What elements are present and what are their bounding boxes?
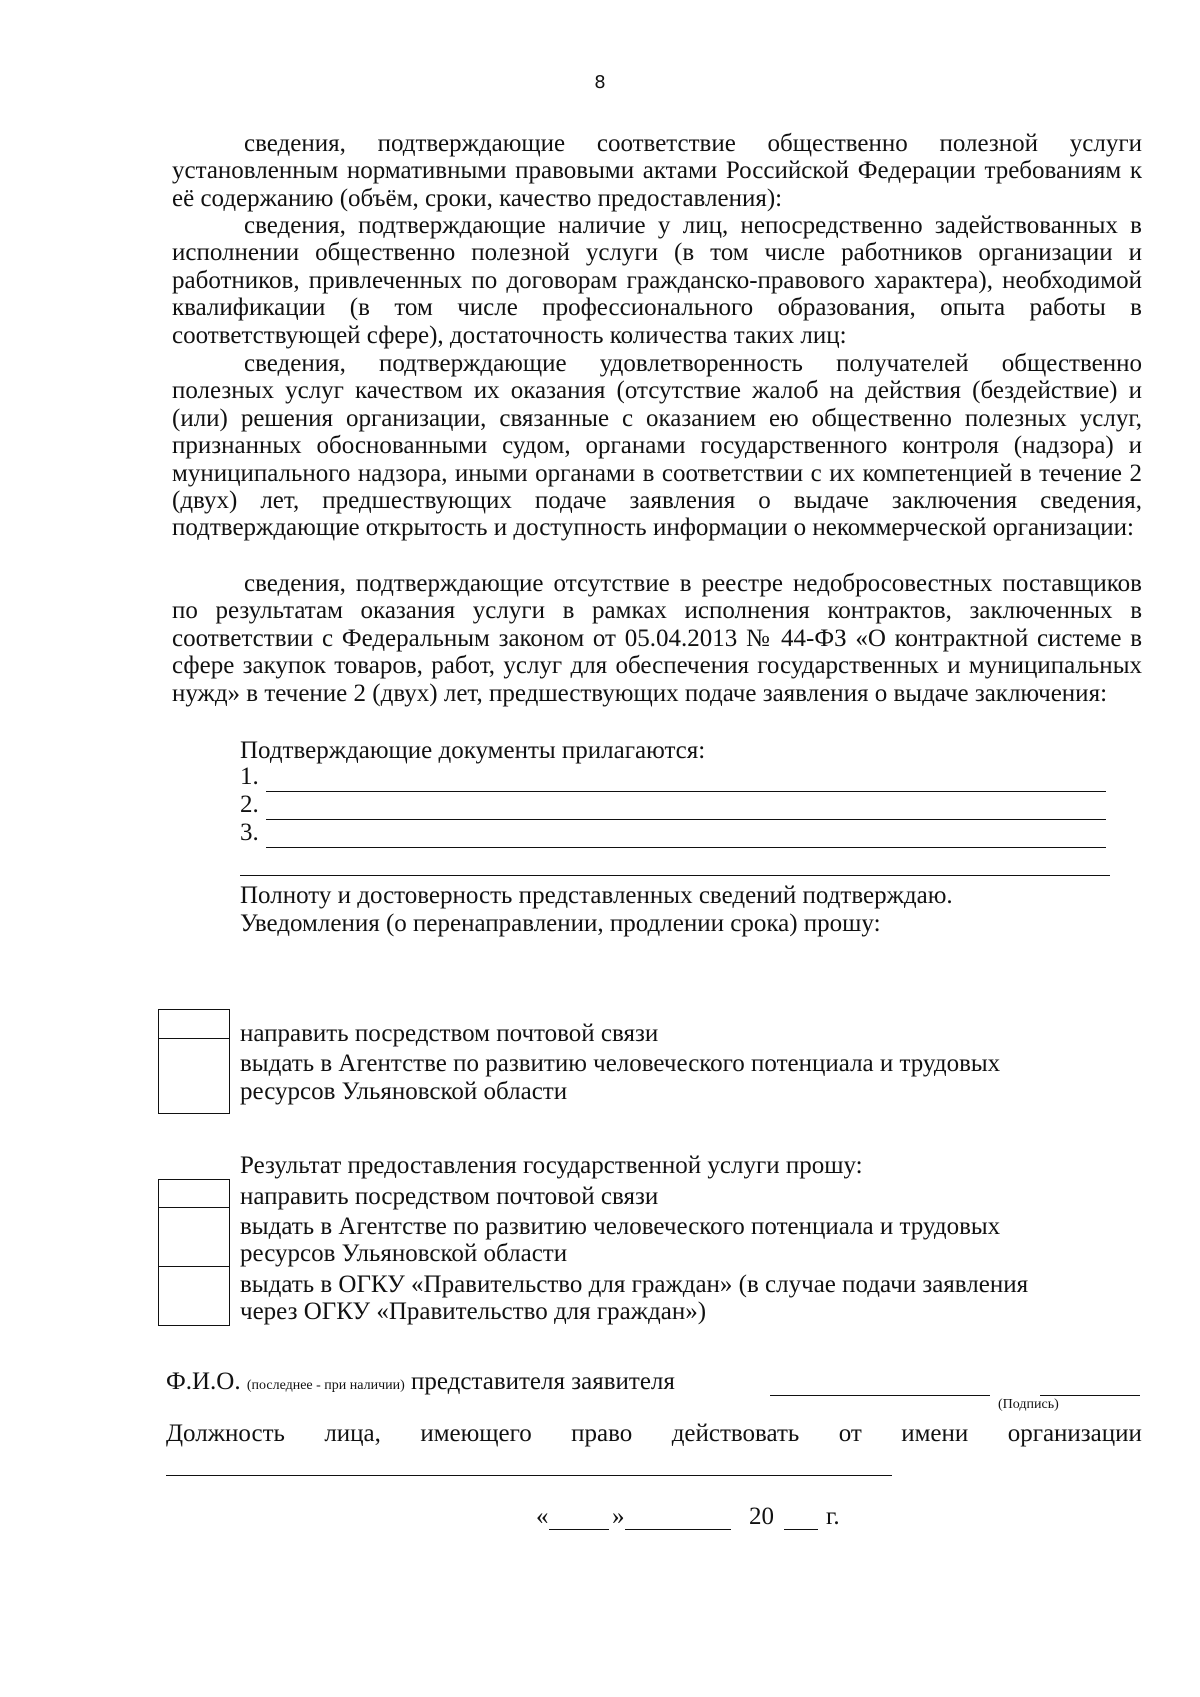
paragraph-compliance: сведения, подтверждающие соответствие общественно полезной услуги установленным нормативными правовыми актами Российской Федерации требованиям к её содержанию (объём, сроки, качество предоставления): — [172, 130, 1142, 212]
notifications-option-agency-line2: ресурсов Ульяновской области — [240, 1078, 568, 1105]
notifications-post-checkbox[interactable] — [158, 1009, 230, 1039]
confirm-text: Полноту и достоверность представленных сведений подтверждаю. — [240, 882, 953, 909]
date-close-quote: » — [612, 1503, 625, 1530]
attachment-number-2: 2. — [240, 791, 259, 818]
position-word: имени — [901, 1420, 969, 1447]
attachment-line-2[interactable] — [266, 819, 1106, 820]
notifications-option-post: направить посредством почтовой связи — [240, 1020, 659, 1047]
fio-label: Ф.И.О. — [166, 1368, 241, 1395]
result-option-agency-line1: выдать в Агентстве по развитию человеческого потенциала и трудовых — [240, 1213, 1001, 1240]
attachments-heading: Подтверждающие документы прилагаются: — [240, 737, 706, 764]
date-open-quote: « — [536, 1503, 549, 1530]
fio-field[interactable] — [770, 1395, 990, 1396]
position-word: действовать — [671, 1420, 800, 1447]
page-number: 8 — [594, 72, 606, 93]
position-word: лица, — [324, 1420, 381, 1447]
position-word: организации — [1007, 1420, 1142, 1447]
result-option-post: направить посредством почтовой связи — [240, 1183, 659, 1210]
paragraph-qualification: сведения, подтверждающие наличие у лиц, непосредственно задействованных в исполнении общественно полезной услуги (в том числе работников организации и работников, привлеченных по договорам гражданско-правового характера), необходимой квалификации (в том числе профессионального образования, опыта работы в соответствующей сфере), достаточность количества таких лиц: — [172, 212, 1142, 349]
attachment-line-1[interactable] — [266, 791, 1106, 792]
fio-rest: представителя заявителя — [411, 1368, 675, 1395]
result-post-checkbox[interactable] — [158, 1179, 230, 1208]
attachment-number-1: 1. — [240, 763, 259, 790]
date-year-field[interactable] — [784, 1529, 818, 1530]
position-word: имеющего — [420, 1420, 532, 1447]
result-option-mfc-line2: через ОГКУ «Правительство для граждан») — [240, 1298, 707, 1325]
attachment-line-3[interactable] — [266, 847, 1106, 848]
result-option-agency-line2: ресурсов Ульяновской области — [240, 1240, 568, 1267]
position-word: Должность — [166, 1420, 285, 1447]
notifications-option-agency-line1: выдать в Агентстве по развитию человеческого потенциала и трудовых — [240, 1050, 1001, 1077]
date-day-field[interactable] — [549, 1529, 609, 1530]
paragraph-satisfaction: сведения, подтверждающие удовлетворенность получателей общественно полезных услуг качеством их оказания (отсутствие жалоб на действия (бездействие) и (или) решения организации, связанные с оказанием ею общественно полезных услуг, признанных обоснованными судом, органами государственного контроля (надзора) и муниципального надзора, иными органами в соответствии с их компетенцией в течение 2 (двух) лет, предшествующих подаче заявления о выдаче заключения сведения, подтверждающие открытость и доступность информации о некоммерческой организации: — [172, 350, 1142, 542]
notifications-agency-checkbox[interactable] — [158, 1038, 230, 1114]
notifications-heading: Уведомления (о перенаправлении, продлении срока) прошу: — [240, 910, 881, 937]
paragraph-registry: сведения, подтверждающие отсутствие в реестре недобросовестных поставщиков по результатам оказания услуги в рамках исполнения контрактов, заключенных в соответствии с Федеральным законом от 05.04.2013 № 44-ФЗ «О контрактной системе в сфере закупок товаров, работ, услуг для обеспечения государственных и муниципальных нужд» в течение 2 (двух) лет, предшествующих подаче заявления о выдаче заключения: — [172, 570, 1142, 707]
attachment-number-3: 3. — [240, 819, 259, 846]
attachment-line-extra[interactable] — [240, 875, 1110, 876]
fio-note: (последнее - при наличии) — [246, 1378, 405, 1393]
position-word: право — [571, 1420, 633, 1447]
position-field[interactable] — [166, 1475, 892, 1476]
result-option-mfc-line1: выдать в ОГКУ «Правительство для граждан» (в случае подачи заявления — [240, 1271, 1029, 1298]
result-heading: Результат предоставления государственной услуги прошу: — [240, 1152, 863, 1179]
result-agency-checkbox[interactable] — [158, 1207, 230, 1267]
position-line — [166, 1420, 1142, 1448]
date-year-prefix: 20 — [749, 1503, 774, 1530]
fio-label-line — [166, 1368, 675, 1400]
signature-caption: (Подпись) — [998, 1397, 1059, 1412]
position-word: от — [838, 1420, 862, 1447]
result-mfc-checkbox[interactable] — [158, 1266, 230, 1326]
date-year-suffix: г. — [826, 1503, 840, 1530]
date-month-field[interactable] — [625, 1529, 731, 1530]
